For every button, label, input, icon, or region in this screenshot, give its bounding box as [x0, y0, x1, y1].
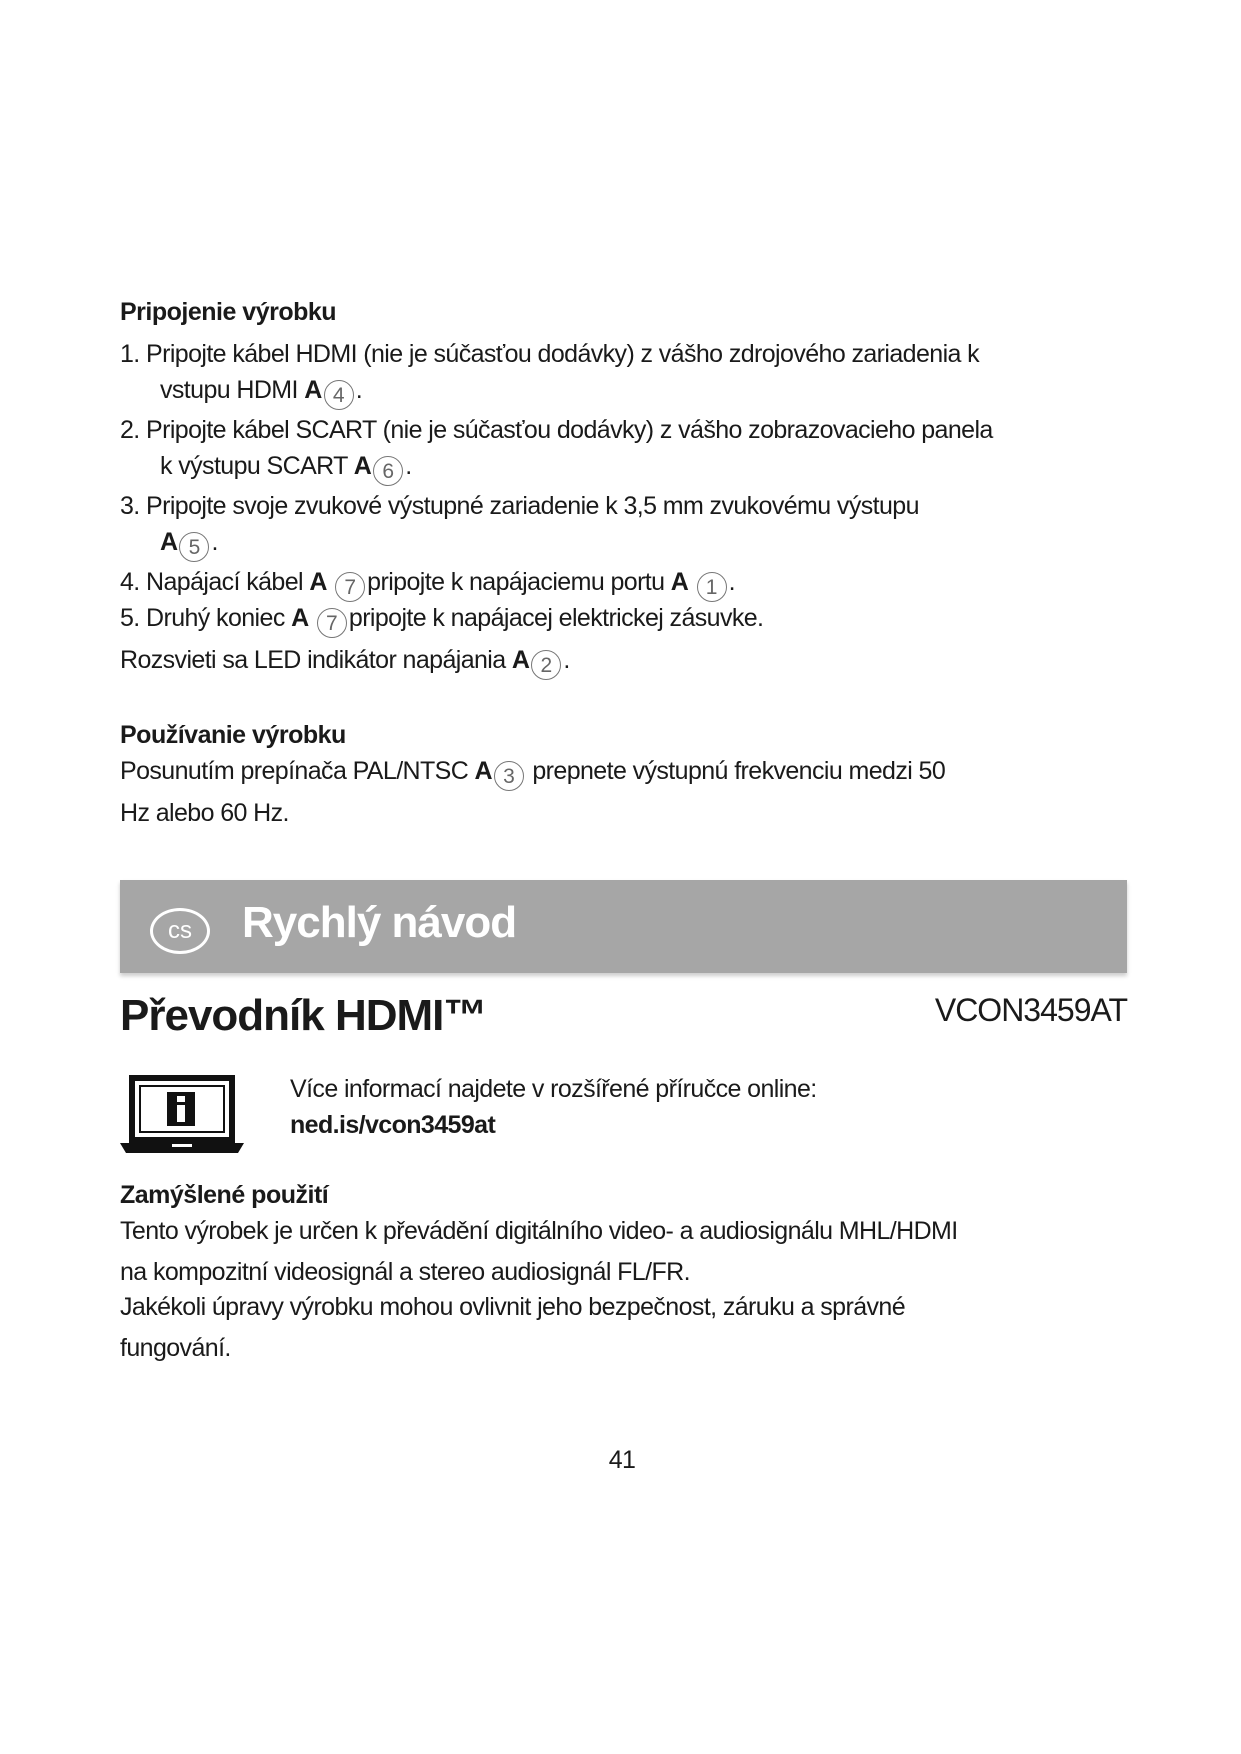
usage-text — [120, 756, 945, 791]
language-badge: cs — [150, 908, 210, 954]
figure-ref: A — [511, 646, 530, 674]
step-text: k výstupu SCART — [160, 452, 354, 480]
figure-ref: A — [291, 604, 309, 632]
callout-circle: 2 — [531, 650, 561, 680]
step-2-cont — [160, 451, 412, 486]
step-1-cont — [160, 375, 362, 410]
figure-ref: A — [309, 568, 327, 596]
step-text: pripojte k napájacej elektrickej zásuvke. — [348, 604, 764, 632]
product-code: VCON3459AT — [934, 992, 1127, 1028]
step-3-cont — [160, 527, 218, 562]
step-number: 5. — [120, 604, 140, 632]
callout-circle: 7 — [317, 608, 347, 638]
step-1 — [120, 339, 979, 369]
callout-circle: 1 — [697, 572, 727, 602]
usage-text-part: Posunutím prepínača PAL/NTSC — [120, 757, 475, 785]
callout-circle: 6 — [373, 456, 403, 486]
quick-guide-banner — [120, 880, 1127, 973]
step-text: Napájací kábel — [146, 568, 310, 596]
step-text: Pripojte kábel HDMI (nie je súčasťou dodávky) z vášho zdrojového zariadenia k — [146, 340, 980, 368]
manual-link[interactable]: ned.is/vcon3459at — [290, 1111, 496, 1139]
product-title: Převodník HDMI™ — [120, 991, 487, 1040]
section-heading-usage: Používanie výrobku — [120, 721, 346, 749]
step-end: . — [355, 376, 363, 404]
usage-text-line2: Hz alebo 60 Hz. — [120, 799, 289, 827]
figure-ref: A — [304, 376, 322, 404]
step-end: . — [728, 568, 735, 596]
step-text: pripojte k napájaciemu portu — [367, 568, 671, 596]
step-number: 2. — [120, 416, 140, 444]
step-text: vstupu HDMI — [160, 376, 305, 404]
info-text: Více informací najdete v rozšířené příručce online: — [290, 1075, 817, 1103]
section-heading-intended-use: Zamýšlené použití — [120, 1181, 329, 1209]
usage-text-part: prepnete výstupnú frekvenciu medzi 50 — [526, 757, 946, 785]
step-end: . — [211, 528, 218, 556]
banner-title: Rychlý návod — [242, 898, 517, 947]
step-number: 1. — [120, 340, 140, 368]
step-5 — [120, 603, 763, 638]
led-note — [120, 645, 570, 680]
callout-circle: 5 — [179, 532, 209, 562]
page-number: 41 — [608, 1446, 636, 1474]
intended-line: na kompozitní videosignál a stereo audiosignál FL/FR. — [120, 1258, 690, 1286]
note-end: . — [563, 646, 570, 674]
step-number: 3. — [120, 492, 140, 520]
callout-circle: 4 — [324, 380, 354, 410]
step-text: Pripojte kábel SCART (nie je súčasťou dodávky) z vášho zobrazovacieho panela — [146, 416, 993, 444]
step-2 — [120, 415, 993, 445]
figure-ref: A — [670, 568, 689, 596]
intended-line: Tento výrobek je určen k převádění digitálního video- a audiosignálu MHL/HDMI — [120, 1217, 958, 1245]
figure-ref: A — [353, 452, 372, 480]
figure-ref: A — [160, 528, 178, 556]
callout-circle: 3 — [494, 761, 524, 791]
laptop-info-icon — [120, 1075, 244, 1157]
step-4 — [120, 567, 735, 602]
step-text: Pripojte svoje zvukové výstupné zariadenie k 3,5 mm zvukovému výstupu — [146, 492, 919, 520]
step-text: Druhý koniec — [146, 604, 292, 632]
step-number: 4. — [120, 568, 140, 596]
intended-line: Jakékoli úpravy výrobku mohou ovlivnit jeho bezpečnost, záruku a správné — [120, 1293, 906, 1321]
intended-line: fungování. — [120, 1334, 231, 1362]
section-heading-connect: Pripojenie výrobku — [120, 298, 337, 326]
callout-circle: 7 — [335, 572, 365, 602]
step-end: . — [405, 452, 412, 480]
figure-ref: A — [474, 757, 493, 785]
step-3 — [120, 491, 919, 521]
note-text: Rozsvieti sa LED indikátor napájania — [120, 646, 512, 674]
